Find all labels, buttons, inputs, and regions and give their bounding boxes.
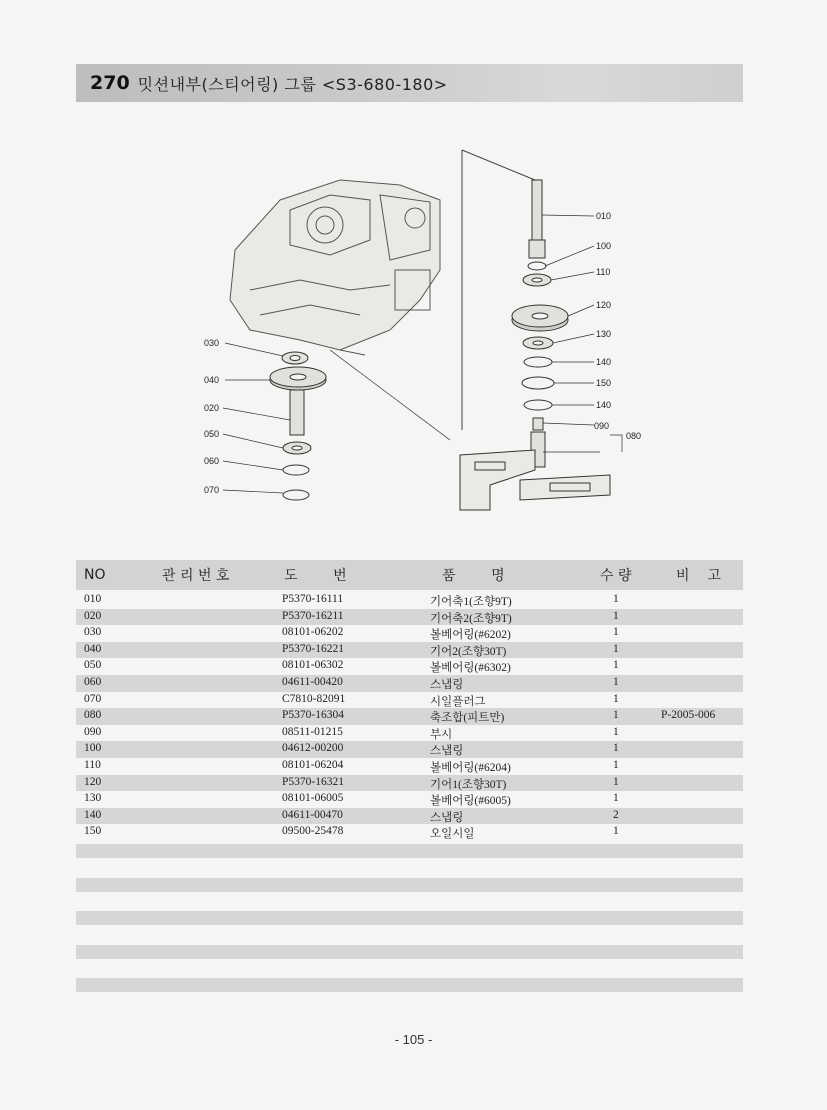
- header-note: 비 고: [676, 568, 721, 584]
- cell-no: 100: [84, 742, 102, 755]
- cell-no: 140: [84, 808, 102, 821]
- cell-drawing-number: 08101-06202: [282, 626, 344, 639]
- callout-150: 150: [596, 378, 612, 388]
- callout-140-bottom: 140: [596, 400, 612, 410]
- callout-050: 050: [204, 429, 220, 439]
- header-no: NO: [84, 567, 106, 583]
- cell-no: 110: [84, 758, 101, 771]
- cell-no: 120: [84, 775, 102, 788]
- page-number: - 105 -: [394, 1032, 433, 1047]
- cell-no: 130: [84, 792, 102, 805]
- cell-quantity: 1: [613, 642, 619, 655]
- cell-drawing-number: P5370-16221: [282, 642, 344, 655]
- cell-part-name: 스냅링: [430, 678, 464, 691]
- cell-quantity: 1: [613, 593, 619, 605]
- cell-drawing-number: P5370-16321: [282, 775, 344, 788]
- cell-quantity: 1: [613, 742, 619, 755]
- cell-quantity: 1: [613, 825, 619, 838]
- cell-part-name: 볼베어링(#6302): [430, 662, 511, 675]
- cell-quantity: 1: [613, 725, 619, 738]
- cell-no: 060: [84, 675, 102, 688]
- table-row: [76, 824, 743, 841]
- cell-part-name: 오일시일: [430, 828, 475, 841]
- cell-part-name: 부시: [430, 728, 453, 741]
- empty-row-band: [76, 844, 743, 858]
- cell-quantity: 1: [613, 692, 619, 705]
- callout-080: 080: [626, 431, 642, 441]
- cell-part-name: 기어2(조향30T): [430, 645, 507, 658]
- header-quantity: 수 량: [600, 568, 632, 584]
- cell-quantity: 1: [613, 709, 619, 722]
- cell-quantity: 1: [613, 659, 619, 672]
- cell-part-name: 축조합(피트만): [430, 712, 505, 725]
- header-drawing-number: 도 번: [284, 568, 347, 584]
- cell-part-name: 기어축1(조향9T): [430, 596, 512, 608]
- cell-no: 040: [84, 642, 102, 655]
- table-row: [76, 642, 743, 659]
- section-title: 밋션내부(스티어링) 그룹 <S3-680-180>: [137, 74, 448, 94]
- cell-drawing-number: 08511-01215: [282, 725, 343, 738]
- cell-drawing-number: 04611-00470: [282, 808, 343, 821]
- callout-010: 010: [596, 211, 612, 221]
- right-callouts: [594, 211, 641, 441]
- cell-no: 030: [84, 626, 102, 639]
- callout-130: 130: [596, 329, 612, 339]
- empty-row-band: [76, 911, 743, 925]
- cell-no: 090: [84, 725, 102, 738]
- section-title-bar: [76, 64, 743, 102]
- cell-part-name: 스냅링: [430, 811, 464, 824]
- callout-070: 070: [204, 485, 220, 495]
- cell-drawing-number: 08101-06204: [282, 758, 344, 771]
- cell-quantity: 1: [613, 792, 619, 805]
- empty-row-band: [76, 978, 743, 992]
- callout-110: 110: [596, 267, 611, 277]
- cell-part-name: 볼베어링(#6005): [430, 795, 511, 808]
- cell-no: 080: [84, 709, 102, 722]
- table-row: [76, 708, 743, 725]
- cell-drawing-number: 08101-06302: [282, 659, 344, 672]
- callout-030: 030: [204, 338, 220, 348]
- cell-part-name: 기어축2(조향9T): [430, 612, 512, 625]
- empty-row-band: [76, 945, 743, 959]
- table-row: [76, 609, 743, 626]
- cell-no: 150: [84, 825, 102, 838]
- cell-no: 050: [84, 659, 102, 672]
- cell-quantity: 2: [613, 808, 619, 821]
- table-row: [76, 808, 743, 825]
- cell-drawing-number: P5370-16211: [282, 609, 344, 622]
- transmission-housing-drawing: [230, 180, 450, 440]
- callout-090: 090: [594, 421, 610, 431]
- right-shaft-stack: [460, 150, 610, 510]
- table-row: [76, 625, 743, 642]
- table-row: [76, 741, 743, 758]
- table-row: [76, 758, 743, 775]
- cell-quantity: 1: [613, 626, 619, 639]
- table-row: [76, 725, 743, 742]
- callout-040: 040: [204, 375, 220, 385]
- cell-part-name: 기어1(조향30T): [430, 778, 507, 791]
- cell-note: P-2005-006: [661, 709, 716, 722]
- callout-020: 020: [204, 403, 220, 413]
- table-row: [76, 775, 743, 792]
- callout-120: 120: [596, 300, 612, 310]
- table-header: [76, 560, 743, 590]
- table-row: [76, 791, 743, 808]
- table-row: [76, 692, 743, 709]
- cell-quantity: 1: [613, 675, 619, 688]
- section-number: 270: [90, 72, 130, 94]
- table-row: [76, 658, 743, 675]
- cell-drawing-number: P5370-16304: [282, 709, 344, 722]
- cell-quantity: 1: [613, 609, 619, 622]
- cell-no: 070: [84, 692, 102, 705]
- header-management-number: 관 리 번 호: [162, 568, 230, 584]
- header-part-name: 품 명: [442, 568, 505, 584]
- cell-quantity: 1: [613, 758, 619, 771]
- table-body: [76, 592, 743, 841]
- cell-part-name: 볼베어링(#6204): [430, 761, 511, 774]
- parts-table: [76, 560, 743, 841]
- cell-quantity: 1: [613, 775, 619, 788]
- table-row: [76, 592, 743, 609]
- callout-100: 100: [596, 241, 612, 251]
- cell-no: 010: [84, 593, 102, 605]
- cell-drawing-number: 08101-06005: [282, 792, 344, 805]
- left-callouts: [204, 338, 219, 495]
- cell-drawing-number: 09500-25478: [282, 825, 344, 838]
- cell-drawing-number: P5370-16111: [282, 593, 344, 605]
- exploded-parts-diagram: [190, 140, 650, 530]
- left-callout-leaders: [223, 343, 290, 493]
- cell-drawing-number: 04611-00420: [282, 675, 343, 688]
- cell-drawing-number: C7810-82091: [282, 692, 346, 705]
- callout-140-top: 140: [596, 357, 612, 367]
- left-gear-stack: [270, 352, 326, 500]
- table-row: [76, 675, 743, 692]
- callout-060: 060: [204, 456, 220, 466]
- cell-part-name: 스냅링: [430, 745, 464, 758]
- empty-row-band: [76, 878, 743, 892]
- cell-drawing-number: 04612-00200: [282, 742, 344, 755]
- cell-part-name: 볼베어링(#6202): [430, 629, 511, 642]
- cell-part-name: 시일플러그: [430, 695, 486, 708]
- cell-no: 020: [84, 609, 102, 622]
